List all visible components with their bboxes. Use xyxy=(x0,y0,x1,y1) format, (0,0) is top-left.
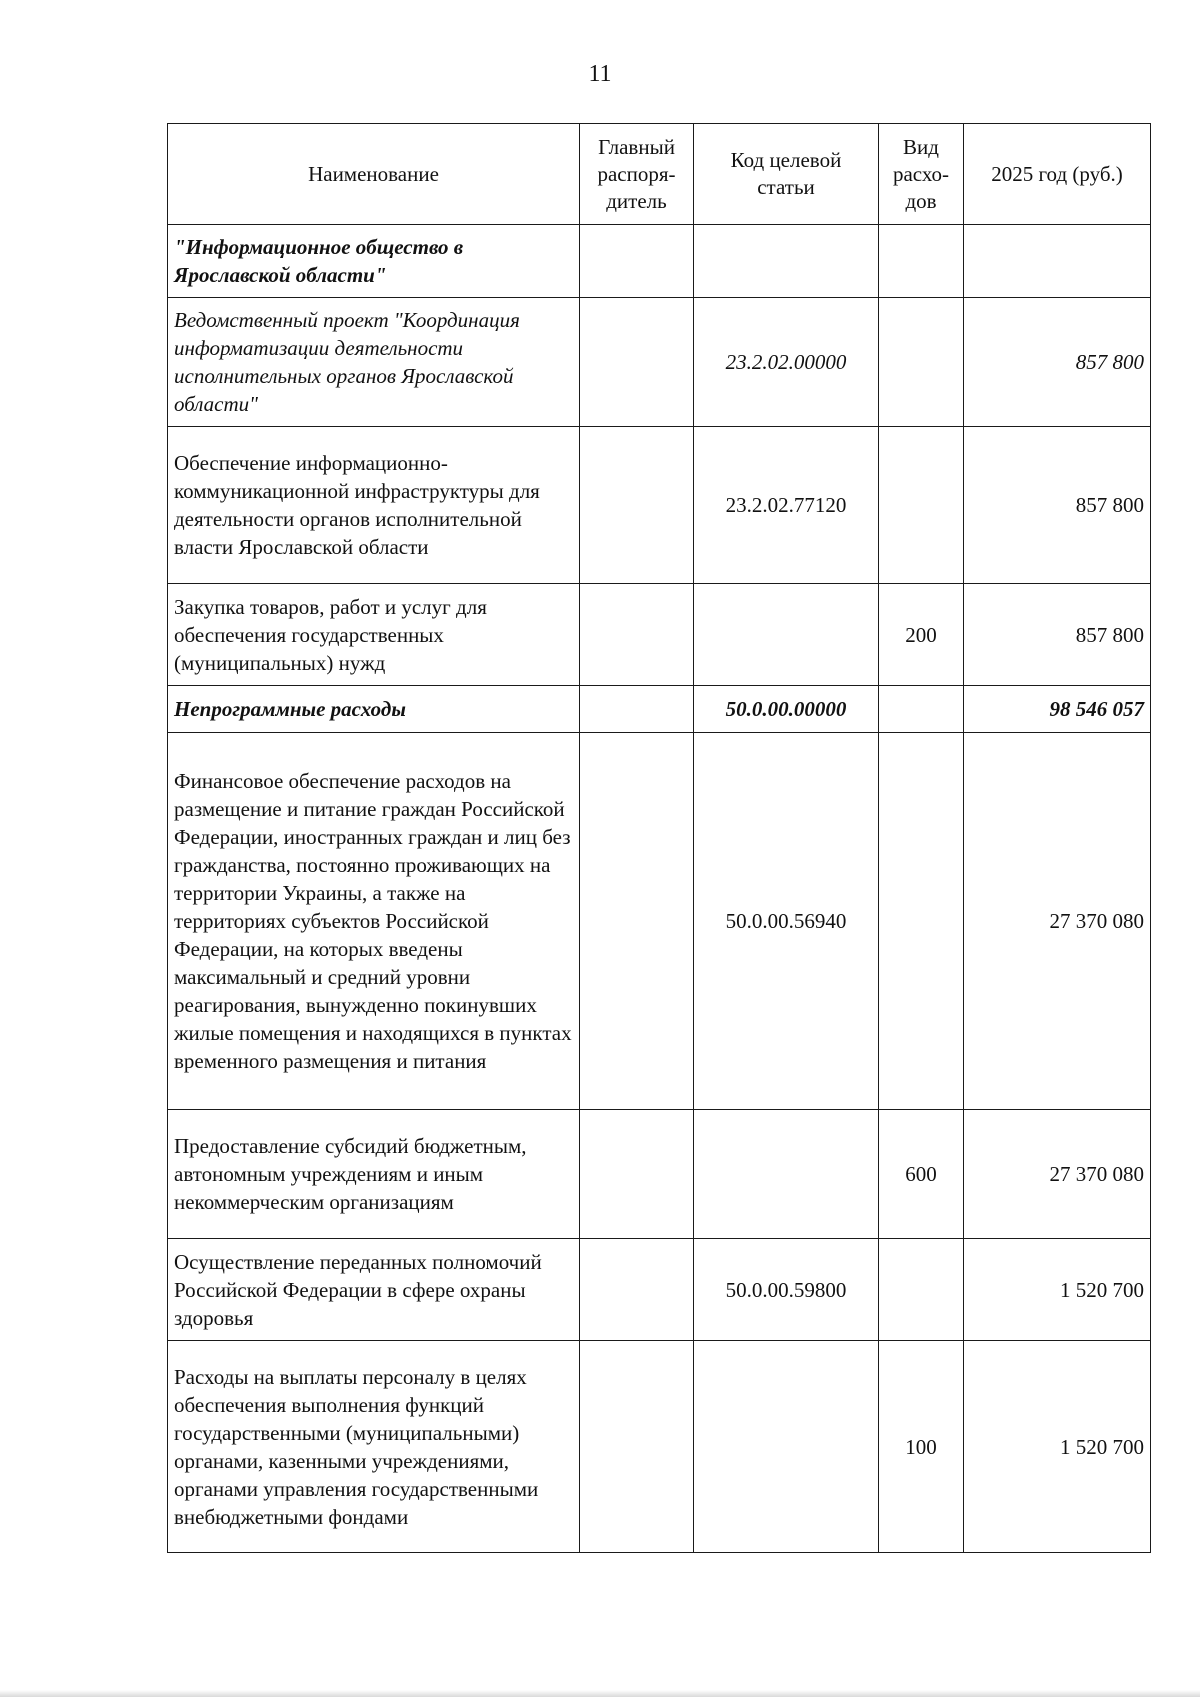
row-code xyxy=(694,225,879,298)
row-name: Непрограммные расходы xyxy=(168,686,580,733)
row-code: 50.0.00.59800 xyxy=(694,1239,879,1341)
row-code: 50.0.00.00000 xyxy=(694,686,879,733)
row-kind xyxy=(879,733,964,1110)
header-manager: Главный распоря-дитель xyxy=(580,124,694,225)
row-manager xyxy=(580,1239,694,1341)
row-manager xyxy=(580,1110,694,1239)
row-kind xyxy=(879,225,964,298)
row-kind xyxy=(879,298,964,427)
row-code: 23.2.02.00000 xyxy=(694,298,879,427)
table-row xyxy=(168,1239,1151,1341)
row-code xyxy=(694,1110,879,1239)
table-row xyxy=(168,298,1151,427)
table-body xyxy=(168,225,1151,1553)
row-name: Предоставление субсидий бюджетным, автономным учреждениям и иным некоммерческим организациям xyxy=(168,1110,580,1239)
table-header xyxy=(168,124,1151,225)
header-name: Наименование xyxy=(168,124,580,225)
row-code: 50.0.00.56940 xyxy=(694,733,879,1110)
row-kind xyxy=(879,427,964,584)
header-code: Код целевой статьи xyxy=(694,124,879,225)
budget-table xyxy=(167,123,1151,1553)
row-manager xyxy=(580,584,694,686)
row-kind: 200 xyxy=(879,584,964,686)
row-manager xyxy=(580,298,694,427)
row-amount: 1 520 700 xyxy=(964,1341,1151,1553)
row-amount: 857 800 xyxy=(964,427,1151,584)
row-amount: 857 800 xyxy=(964,298,1151,427)
row-amount: 98 546 057 xyxy=(964,686,1151,733)
row-name: "Информационное общество в Ярославской области" xyxy=(168,225,580,298)
row-name: Закупка товаров, работ и услуг для обеспечения государственных (муниципальных) нужд xyxy=(168,584,580,686)
row-kind xyxy=(879,1239,964,1341)
row-code: 23.2.02.77120 xyxy=(694,427,879,584)
page-bottom-edge xyxy=(0,1690,1200,1697)
row-amount xyxy=(964,225,1151,298)
table-row xyxy=(168,1110,1151,1239)
table-row xyxy=(168,225,1151,298)
row-name: Обеспечение информационно-коммуникационной инфраструктуры для деятельности органов исполнительной власти Ярославской области xyxy=(168,427,580,584)
row-amount: 1 520 700 xyxy=(964,1239,1151,1341)
row-amount: 857 800 xyxy=(964,584,1151,686)
row-manager xyxy=(580,225,694,298)
table-row xyxy=(168,1341,1151,1553)
row-name: Финансовое обеспечение расходов на размещение и питание граждан Российской Федерации, иностранных граждан и лиц без гражданства, постоянно проживающих на территории Украины, а также на территориях субъектов Российской Федерации, на которых введены максимальный и средний уровни реагирования, вынужденно покинувших жилые помещения и находящихся в пунктах временного размещения и питания xyxy=(168,733,580,1110)
row-kind xyxy=(879,686,964,733)
row-amount: 27 370 080 xyxy=(964,733,1151,1110)
row-manager xyxy=(580,686,694,733)
row-kind: 100 xyxy=(879,1341,964,1553)
table-row xyxy=(168,686,1151,733)
row-code xyxy=(694,1341,879,1553)
row-amount: 27 370 080 xyxy=(964,1110,1151,1239)
row-manager xyxy=(580,427,694,584)
header-kind: Вид расхо-дов xyxy=(879,124,964,225)
row-code xyxy=(694,584,879,686)
row-manager xyxy=(580,733,694,1110)
row-name: Осуществление переданных полномочий Российской Федерации в сфере охраны здоровья xyxy=(168,1239,580,1341)
row-name: Расходы на выплаты персоналу в целях обеспечения выполнения функций государственными (муниципальными) органами, казенными учреждениями, органами управления государственными внебюджетными фондами xyxy=(168,1341,580,1553)
header-amount: 2025 год (руб.) xyxy=(964,124,1151,225)
table-row xyxy=(168,584,1151,686)
table-row xyxy=(168,733,1151,1110)
table-row xyxy=(168,427,1151,584)
row-name: Ведомственный проект "Координация информатизации деятельности исполнительных органов Ярославской области" xyxy=(168,298,580,427)
row-manager xyxy=(580,1341,694,1553)
page-number: 11 xyxy=(588,61,612,87)
row-kind: 600 xyxy=(879,1110,964,1239)
